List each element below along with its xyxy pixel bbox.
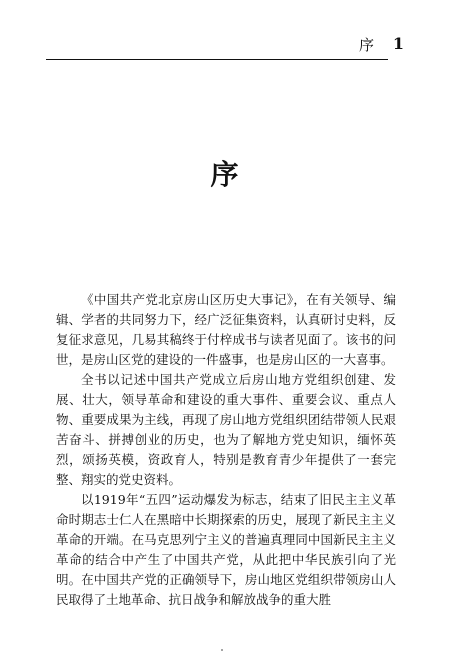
paragraph-1: 《中国共产党北京房山区历史大事记》，在有关领导、编辑、学者的共同努力下，经广泛征集资料，认真研讨史料，反复征求意见，几易其稿终于付梓成书与读者见面了。该书的问世，是房山区党的建设的一件盛事，也是房山区的一大喜事。 [56, 292, 396, 367]
body-text [56, 290, 396, 610]
page-number: 1 [392, 34, 404, 53]
paragraph-3: 以1919年“五四”运动爆发为标志，结束了旧民主主义革命时期志士仁人在黑暗中长期探索的历史，展现了新民主主义革命的开端。在马克思列宁主义的普遍真理同中国新民主主义革命的结合中产生了中国共产党，从此把中华民族引向了光明。在中国共产党的正确领导下，房山地区党组织带领房山人民取得了土地革命、抗日战争和解放战争的重大胜 [56, 492, 396, 607]
running-header-title: 序 [358, 36, 374, 54]
scan-speck [221, 649, 223, 651]
header-rule [46, 59, 388, 60]
paragraph-2: 全书以记述中国共产党成立后房山地方党组织创建、发展、壮大，领导革命和建设的重大事件、重要会议、重点人物、重要成果为主线，再现了房山地方党组织团结带领人民艰苦奋斗、拼搏创业的历史，也为了解地方党史知识，缅怀英烈，颂扬英模，资政育人，特别是教育青少年提供了一套完整、翔实的党史资料。 [56, 372, 396, 487]
running-header [0, 36, 450, 60]
chapter-title: 序 [210, 158, 240, 191]
